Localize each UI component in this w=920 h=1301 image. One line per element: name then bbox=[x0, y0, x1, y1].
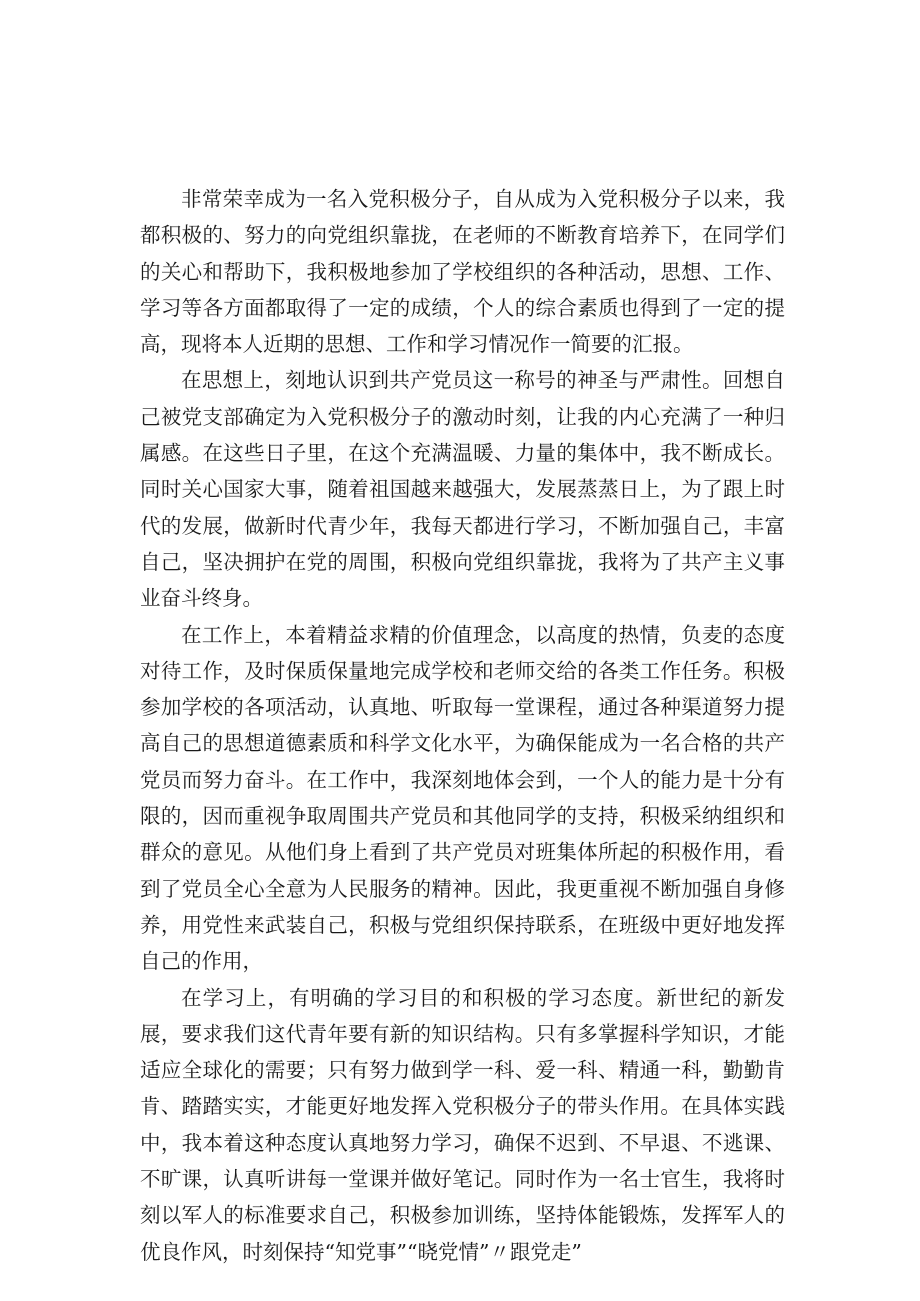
paragraph-thought: 在思想上，刻地认识到共产党员这一称号的神圣与严肃性。回想自己被党支部确定为入党积极分子的激动时刻，让我的内心充满了一种归属感。在这些日子里，在这个充满温暖、力量的集体中，我不断成长。同时关心国家大事，随着祖国越来越强大，发展蒸蒸日上，为了跟上时代的发展，做新时代青少年，我每天都进行学习，不断加强自己，丰富自己，坚决拥护在党的周围，积极向党组织靠拢，我将为了共产主义事业奋斗终身。 bbox=[140, 368, 785, 611]
paragraph-intro: 非常荣幸成为一名入党积极分子，自从成为入党积极分子以来，我都积极的、努力的向党组织靠拢，在老师的不断教育培养下，在同学们的关心和帮助下，我积极地参加了学校组织的各种活动，思想、工作、学习等各方面都取得了一定的成绩，个人的综合素质也得到了一定的提高，现将本人近期的思想、工作和学习情况作一简要的汇报。 bbox=[140, 187, 785, 357]
paragraph-study: 在学习上，有明确的学习目的和积极的学习态度。新世纪的新发展，要求我们这代青年要有新的知识结构。只有多掌握科学知识，才能适应全球化的需要；只有努力做到学一科、爱一科、精通一科，勤勤肯肯、踏踏实实，才能更好地发挥入党积极分子的带头作用。在具体实践中，我本着这种态度认真地努力学习，确保不迟到、不早退、不逃课、不旷课，认真听讲每一堂课并做好笔记。同时作为一名士官生，我将时刻以军人的标准要求自己，积极参加训练，坚持体能锻炼，发挥军人的优良作风，时刻保持“知党事”“晓党情”〃跟党走” bbox=[140, 985, 785, 1264]
document-body bbox=[140, 181, 785, 1270]
paragraph-work: 在工作上，本着精益求精的价值理念，以高度的热情，负麦的态度对待工作，及时保质保量地完成学校和老师交给的各类工作任务。积极参加学校的各项活动，认真地、听取每一堂课程，通过各种渠道努力提高自己的思想道德素质和科学文化水平，为确保能成为一名合格的共产党员而努力奋斗。在工作中，我深刻地体会到，一个人的能力是十分有限的，因而重视争取周围共产党员和其他同学的支持，积极采纳组织和群众的意见。从他们身上看到了共产党员对班集体所起的积极作用，看到了党员全心全意为人民服务的精神。因此，我更重视不断加强自身修养，用党性来武装自己，积极与党组织保持联系，在班级中更好地发挥自己的作用， bbox=[140, 622, 785, 974]
